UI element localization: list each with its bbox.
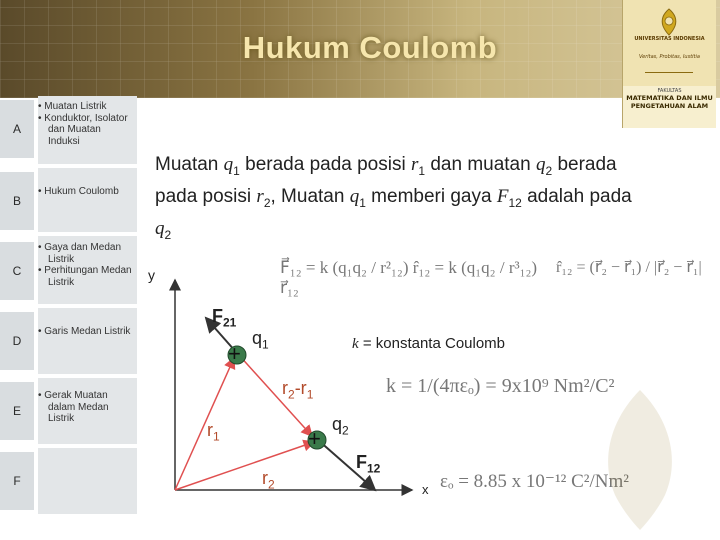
statement-subscript: 12: [508, 195, 522, 210]
r1-vector: [175, 358, 234, 490]
statement-symbol: q: [223, 154, 234, 175]
sidebar-bullet: • Konduktor, Isolator dan Muatan Induksi: [38, 113, 134, 148]
r2-minus-r1-label: [282, 378, 313, 402]
statement-symbol: q: [349, 185, 360, 207]
r1-symbol: r: [207, 420, 213, 440]
epsilon-value-formula: εₒ = 8.85 x 10⁻¹² C²/Nm²: [440, 471, 629, 492]
f21-symbol: F: [212, 306, 223, 326]
logo-faculty-name: MATEMATIKA DAN ILMU PENGETAHUAN ALAM: [626, 94, 713, 110]
statement-subscript: 1: [359, 195, 366, 210]
constant-symbol: k: [352, 336, 359, 352]
r2-symbol: r: [262, 468, 268, 488]
statement-symbol: q: [155, 217, 165, 239]
q2-sub: 2: [342, 423, 349, 438]
logo-motto: Veritas, Probitas, Iustitia: [639, 54, 700, 60]
sidebar-letter-c[interactable]: C: [0, 242, 34, 300]
sidebar-letter-d[interactable]: D: [0, 312, 34, 370]
statement-text: , Muatan: [270, 185, 350, 207]
f21-label: [212, 306, 236, 330]
statement-subscript: 1: [233, 163, 240, 178]
sidebar-letter-b[interactable]: B: [0, 172, 34, 230]
statement-subscript: 2: [545, 163, 553, 178]
y-axis-label: y: [148, 267, 155, 283]
q1-symbol: q: [252, 328, 263, 348]
q2-plus-sign: +: [308, 426, 321, 451]
sidebar-letter-a[interactable]: A: [0, 100, 34, 158]
logo-university-text: UNIVERSITAS INDONESIA: [634, 36, 705, 42]
logo-faculty-label: FAKULTAS: [657, 88, 682, 94]
r1-sub: 1: [213, 429, 220, 444]
statement-text: dan muatan: [425, 154, 536, 175]
sidebar-bullet: • Gaya dan Medan Listrik: [38, 242, 134, 265]
r2-sub: 2: [268, 477, 275, 492]
q1-plus-sign: +: [228, 341, 241, 366]
unit-vector-formula: r̂₁₂ = (r⃗₂ − r⃗₁) / |r⃗₂ − r⃗₁|: [556, 259, 702, 276]
q2-label: [332, 414, 349, 438]
coulomb-vector-formula: F⃗₁₂ = k (q₁q₂ / r²₁₂) r̂₁₂ = k (q₁q₂ / r³₁₂) r⃗₁₂: [280, 258, 538, 297]
r-sub: 2: [288, 387, 295, 402]
q1-label: [252, 328, 269, 352]
statement-text: adalah pada: [521, 185, 632, 207]
sidebar-letter-f[interactable]: F: [0, 452, 34, 510]
sidebar-bullet: • Hukum Coulomb: [38, 186, 134, 198]
r-symbol: r: [282, 378, 288, 398]
constant-note: [352, 335, 505, 353]
f21-sub: 21: [223, 315, 237, 330]
sidebar-bullet: • Garis Medan Listrik: [38, 326, 134, 338]
slide-title: Hukum Coulomb: [242, 30, 498, 65]
statement-text: berada pada posisi: [155, 154, 617, 207]
r-symbol: -r: [294, 378, 307, 398]
sidebar-bullet: • Gerak Muatan dalam Medan Listrik: [38, 390, 134, 425]
statement-text: berada pada posisi: [239, 154, 411, 175]
q2-symbol: q: [332, 414, 343, 434]
statement-text: memberi gaya: [365, 185, 497, 207]
k-value-formula: k = 1/(4πεₒ) = 9x10⁹ Nm²/C²: [386, 375, 615, 397]
sidebar-letter-e[interactable]: E: [0, 382, 34, 440]
statement-symbol: r: [256, 185, 264, 207]
x-axis-label: x: [422, 482, 429, 497]
sidebar-bullet: • Muatan Listrik: [38, 101, 134, 113]
constant-description: = konstanta Coulomb: [358, 335, 506, 352]
watermark-emblem-icon: [560, 380, 720, 540]
statement-subscript: 2: [263, 195, 271, 210]
f12-symbol: F: [356, 452, 367, 472]
f12-sub: 12: [367, 461, 381, 476]
sidebar-bullet: • Perhitungan Medan Listrik: [38, 265, 134, 288]
statement-symbol: q: [535, 154, 546, 175]
q1-sub: 1: [262, 337, 269, 352]
statement-symbol: r: [410, 154, 419, 175]
f12-label: [356, 452, 380, 476]
statement-subscript: 2: [164, 227, 172, 242]
r-sub: 1: [306, 387, 314, 402]
statement-subscript: 1: [418, 163, 426, 178]
r2-vector: [175, 442, 314, 490]
r2-label: [262, 468, 275, 492]
r1-label: [207, 420, 220, 444]
statement-symbol: F: [496, 185, 509, 207]
statement-text: Muatan: [155, 154, 224, 175]
